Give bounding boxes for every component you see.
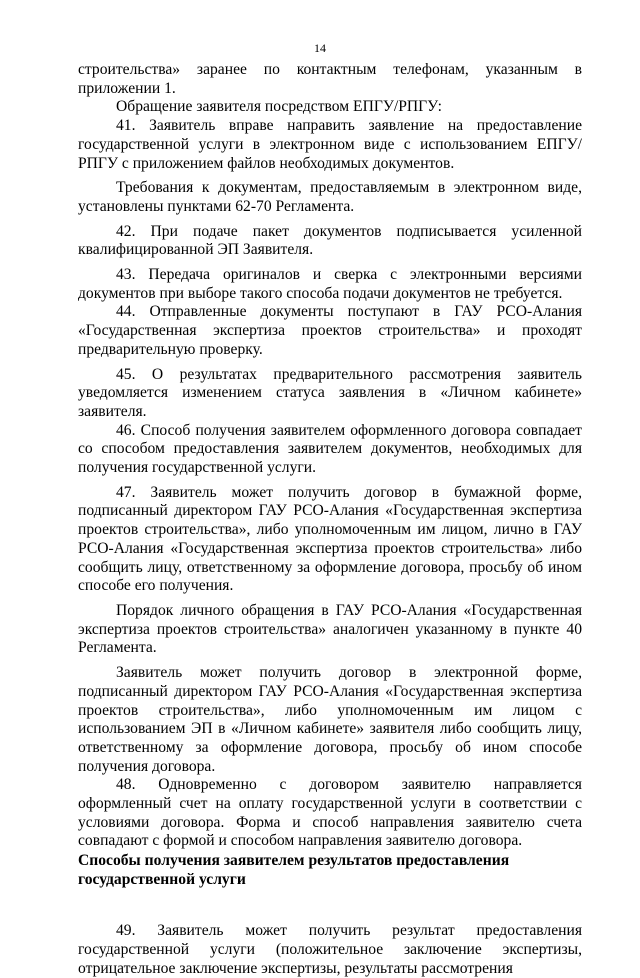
paragraph-44: 44. Отправленные документы поступают в ГАУ РСО-Алания «Государственная экспертиза проектов строительства» и проходят предварительную проверку. <box>78 303 582 358</box>
paragraph-personal-visit: Порядок личного обращения в ГАУ РСО-Алания «Государственная экспертиза проектов строительства» аналогичен указанному в пункте 40 Регламента. <box>78 601 582 657</box>
page-number: 14 <box>314 41 326 55</box>
paragraph-43: 43. Передача оригиналов и сверка с электронными версиями документов при выборе такого способа подачи документов не требуется. <box>78 266 582 302</box>
paragraph-continuation: строительства» заранее по контактным телефонам, указанным в приложении 1. <box>78 61 582 97</box>
paragraph-epgu-heading: Обращение заявителя посредством ЕПГУ/РПГУ: <box>116 98 442 116</box>
paragraph-47: 47. Заявитель может получить договор в бумажной форме, подписанный директором ГАУ РСО-Алания «Государственная экспертиза проектов строительства», либо уполномоченным им лицом, лично в ГАУ РСО-Алания «Государственная экспертиза проектов строительства» либо сообщить лицу, ответственному за оформление договора, просьбу об ином способе его получения. <box>78 483 582 595</box>
paragraph-electronic-form: Заявитель может получить договор в электронной форме, подписанный директором ГАУ РСО-Алания «Государственная экспертиза проектов строительства», либо уполномоченным им лицом с использованием ЭП в «Личном кабинете» заявителя либо сообщить лицу, ответственному за оформление договора, просьбу об ином способе получения договора. <box>78 664 582 775</box>
paragraph-45: 45. О результатах предварительного рассмотрения заявитель уведомляется изменением статуса заявления в «Личном кабинете» заявителя. <box>78 365 582 420</box>
paragraph-41: 41. Заявитель вправе направить заявление на предоставление государственной услуги в электронном виде с использованием ЕПГУ/РПГУ с приложением файлов необходимых документов. <box>78 117 582 172</box>
paragraph-42: 42. При подаче пакет документов подписывается усиленной квалифицированной ЭП Заявителя. <box>78 222 582 259</box>
section-heading <box>78 851 582 889</box>
document-body <box>78 61 582 978</box>
paragraph-49: 49. Заявитель может получить результат предоставления государственной услуги (положительное заключение экспертизы, отрицательное заключение экспертизы, результаты рассмотрения <box>78 922 582 977</box>
section-heading-line-1: Способы получения заявителем результатов предоставления <box>78 852 510 870</box>
section-heading-line-2: государственной услуги <box>78 871 246 889</box>
paragraph-requirements: Требования к документам, предоставляемым в электронном виде, установлены пунктами 62-70 Регламента. <box>78 179 582 215</box>
paragraph-46: 46. Способ получения заявителем оформленного договора совпадает со способом предоставления заявителем документов, необходимых для получения государственной услуги. <box>78 421 582 477</box>
paragraph-48: 48. Одновременно с договором заявителю направляется оформленный счет на оплату государственной услуги в соответствии с условиями договора. Форма и способ направления заявителю счета совпадают с формой и способом направления заявителю договора. <box>78 776 582 850</box>
